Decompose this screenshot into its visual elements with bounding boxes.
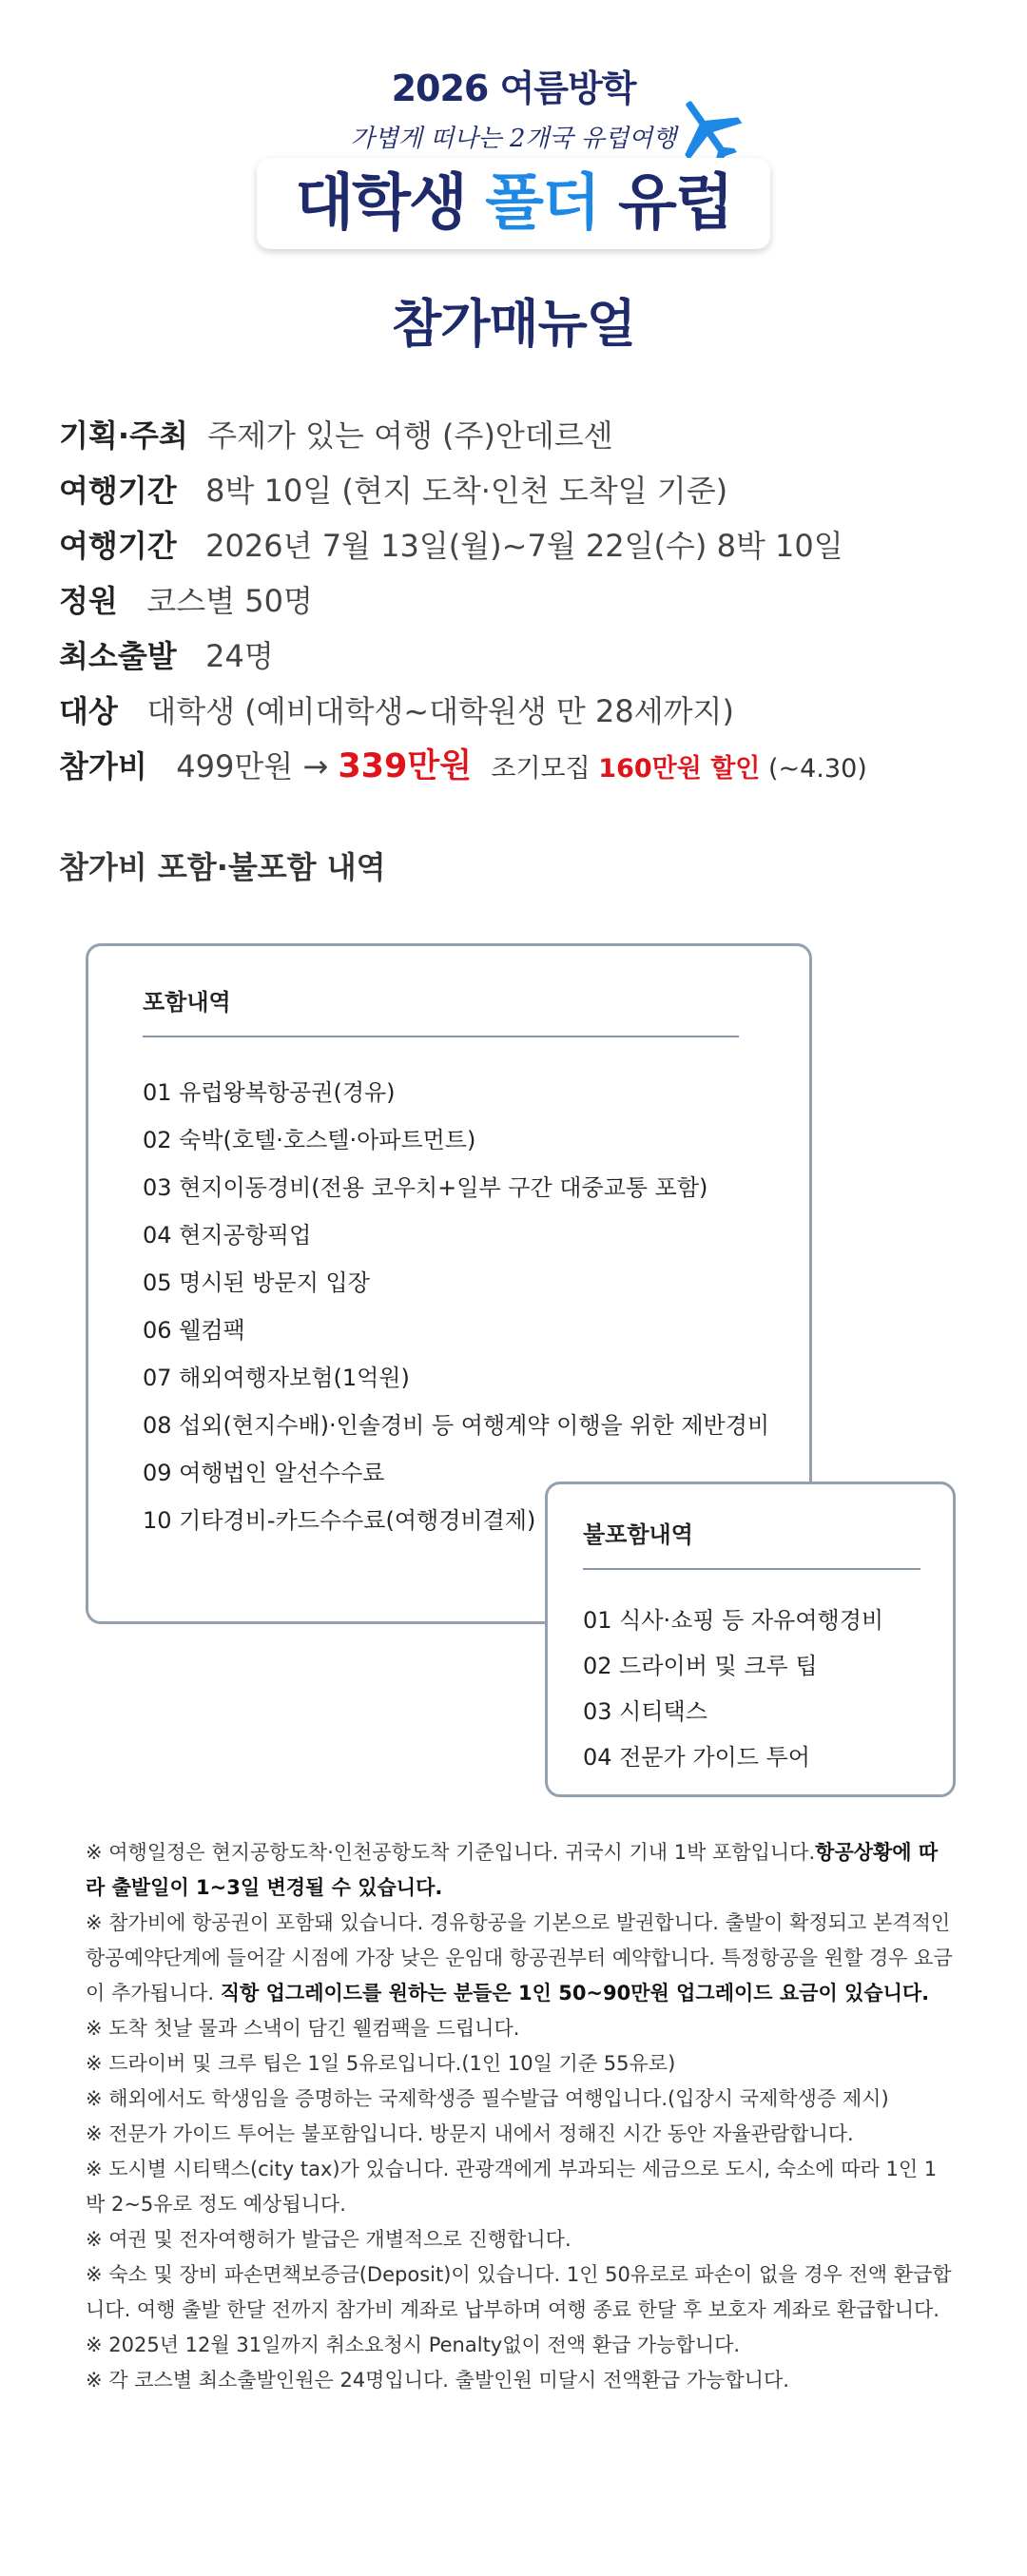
info-period: [59, 527, 843, 565]
main-title-part3: 유럽: [618, 168, 732, 239]
note-item: ※ 여권 및 전자여행허가 발급은 개별적으로 진행합니다.: [86, 2228, 572, 2251]
info-value: 코스별 50명: [146, 583, 313, 619]
included-item: 04 현지공항픽업: [143, 1222, 312, 1249]
main-title-part2: 폴더: [485, 168, 599, 239]
note-item: ※ 숙소 및 장비 파손면책보증금(Deposit)이 있습니다. 1인 50유로로 파손이 없을 경우 전액 환급합니다. 여행 출발 한달 전까지 참가비 계좌로 납부하며 여행 종료 한달 후 보호자 계좌로 환급합니다.: [86, 2263, 952, 2321]
excluded-item: 01 식사·쇼핑 등 자유여행경비: [583, 1607, 884, 1634]
fee-arrow: →: [302, 748, 329, 784]
included-item: 06 웰컴팩: [143, 1317, 245, 1344]
info-label: 정원: [59, 583, 118, 619]
note-emphasis: 항공상황에 따라 출발일이 1~3일 변경될 수 있습니다.: [86, 1841, 939, 1899]
main-title-part1: 대학생: [295, 168, 466, 239]
note-text: ※ 여행일정은 현지공항도착·인천공항도착 기준입니다. 귀국시 기내 1박 포함입니다.: [86, 1841, 816, 1864]
info-target: [59, 692, 734, 730]
airplane-icon: [670, 93, 745, 167]
excluded-title: 불포함내역: [583, 1521, 693, 1548]
excluded-divider: [583, 1568, 920, 1570]
main-title-banner: [257, 158, 770, 249]
included-item: 03 현지이동경비(전용 코우치+일부 구간 대중교통 포함): [143, 1174, 708, 1201]
excluded-box: [545, 1482, 956, 1797]
info-label: 대상: [59, 693, 118, 729]
note-emphasis: 직항 업그레이드를 원하는 분들은 1인 50~90만원 업그레이드 요금이 있습니다.: [220, 1982, 930, 2005]
note-item: ※ 2025년 12월 31일까지 취소요청시 Penalty없이 전액 환급 가능합니다.: [86, 2334, 741, 2356]
notes-section: [86, 1835, 953, 2398]
fee-original: 499만원: [176, 748, 294, 784]
info-value: 대학생 (예비대학생~대학원생 만 28세까지): [146, 693, 734, 729]
info-fee: [59, 747, 867, 788]
note-item: [86, 1906, 953, 2011]
included-item: 01 유럽왕복항공권(경유): [143, 1079, 396, 1106]
included-divider: [143, 1036, 739, 1037]
note-item: ※ 해외에서도 학생임을 증명하는 국제학생증 필수발급 여행입니다.(입장시 국제학생증 제시): [86, 2087, 889, 2110]
included-item: 10 기타경비-카드수수료(여행경비결제): [143, 1507, 536, 1534]
early-label: 조기모집: [491, 754, 591, 784]
included-item: 07 해외여행자보험(1억원): [143, 1365, 410, 1391]
included-item: 05 명시된 방문지 입장: [143, 1269, 370, 1296]
note-text: ※ 참가비에 항공권이 포함돼 있습니다. 경유항공을 기본으로 발권합니다. 출발이 확정되고 본격적인 항공예약단계에 들어갈 시점에 가장 낮은 운임대 항공권부터 예약합니다. 특정항공을 원할 경우 요금이 추가됩니다.: [86, 1911, 953, 2005]
info-value: 24명: [205, 638, 274, 674]
note-item: ※ 드라이버 및 크루 팁은 1일 5유로입니다.(1인 10일 기준 55유로): [86, 2052, 676, 2075]
note-item: ※ 도시별 시티택스(city tax)가 있습니다. 관광객에게 부과되는 세금으로 도시, 숙소에 따라 1인 1박 2~5유로 정도 예상됩니다.: [86, 2158, 938, 2216]
info-organizer: [59, 416, 613, 455]
info-value: 8박 10일 (현지 도착·인천 도착일 기준): [205, 473, 728, 509]
included-item: 02 숙박(호텔·호스텔·아파트먼트): [143, 1127, 476, 1153]
manual-title: 참가매뉴얼: [392, 294, 635, 354]
early-bird-note: [491, 754, 866, 784]
info-value: 주제가 있는 여행 (주)안데르센: [207, 417, 613, 454]
info-value: 2026년 7월 13일(월)~7월 22일(수) 8박 10일: [205, 528, 843, 564]
excluded-item: 03 시티택스: [583, 1698, 707, 1725]
info-label: 기획·주최: [59, 417, 188, 454]
early-discount: 160만원 할인: [598, 754, 761, 784]
info-label: 여행기간: [59, 528, 177, 564]
included-title: 포함내역: [143, 989, 231, 1016]
note-item: ※ 각 코스별 최소출발인원은 24명입니다. 출발인원 미달시 전액환급 가능합니다.: [86, 2369, 789, 2392]
note-item: ※ 도착 첫날 물과 스낵이 담긴 웰컴팩을 드립니다.: [86, 2017, 520, 2040]
info-label: 참가비: [59, 748, 147, 784]
info-label: 여행기간: [59, 473, 177, 509]
trip-subtitle: 가볍게 떠나는 2개국 유럽여행: [350, 125, 677, 153]
info-minimum: [59, 637, 274, 675]
info-duration: [59, 472, 727, 510]
note-item: ※ 전문가 가이드 투어는 불포함입니다. 방문지 내에서 정해진 시간 동안 자율관람합니다.: [86, 2122, 854, 2145]
excluded-item: 04 전문가 가이드 투어: [583, 1744, 810, 1771]
info-label: 최소출발: [59, 638, 177, 674]
fee-sale-price: 339만원: [338, 747, 473, 785]
note-item: [86, 1835, 953, 1906]
info-capacity: [59, 582, 313, 620]
excluded-item: 02 드라이버 및 크루 팁: [583, 1653, 818, 1679]
early-deadline: (~4.30): [767, 754, 867, 784]
year-title: 2026 여름방학: [391, 68, 636, 109]
section-title: 참가비 포함·불포함 내역: [59, 849, 386, 885]
included-item: 08 섭외(현지수배)·인솔경비 등 여행계약 이행을 위한 제반경비: [143, 1412, 770, 1439]
included-item: 09 여행법인 알선수수료: [143, 1460, 385, 1486]
